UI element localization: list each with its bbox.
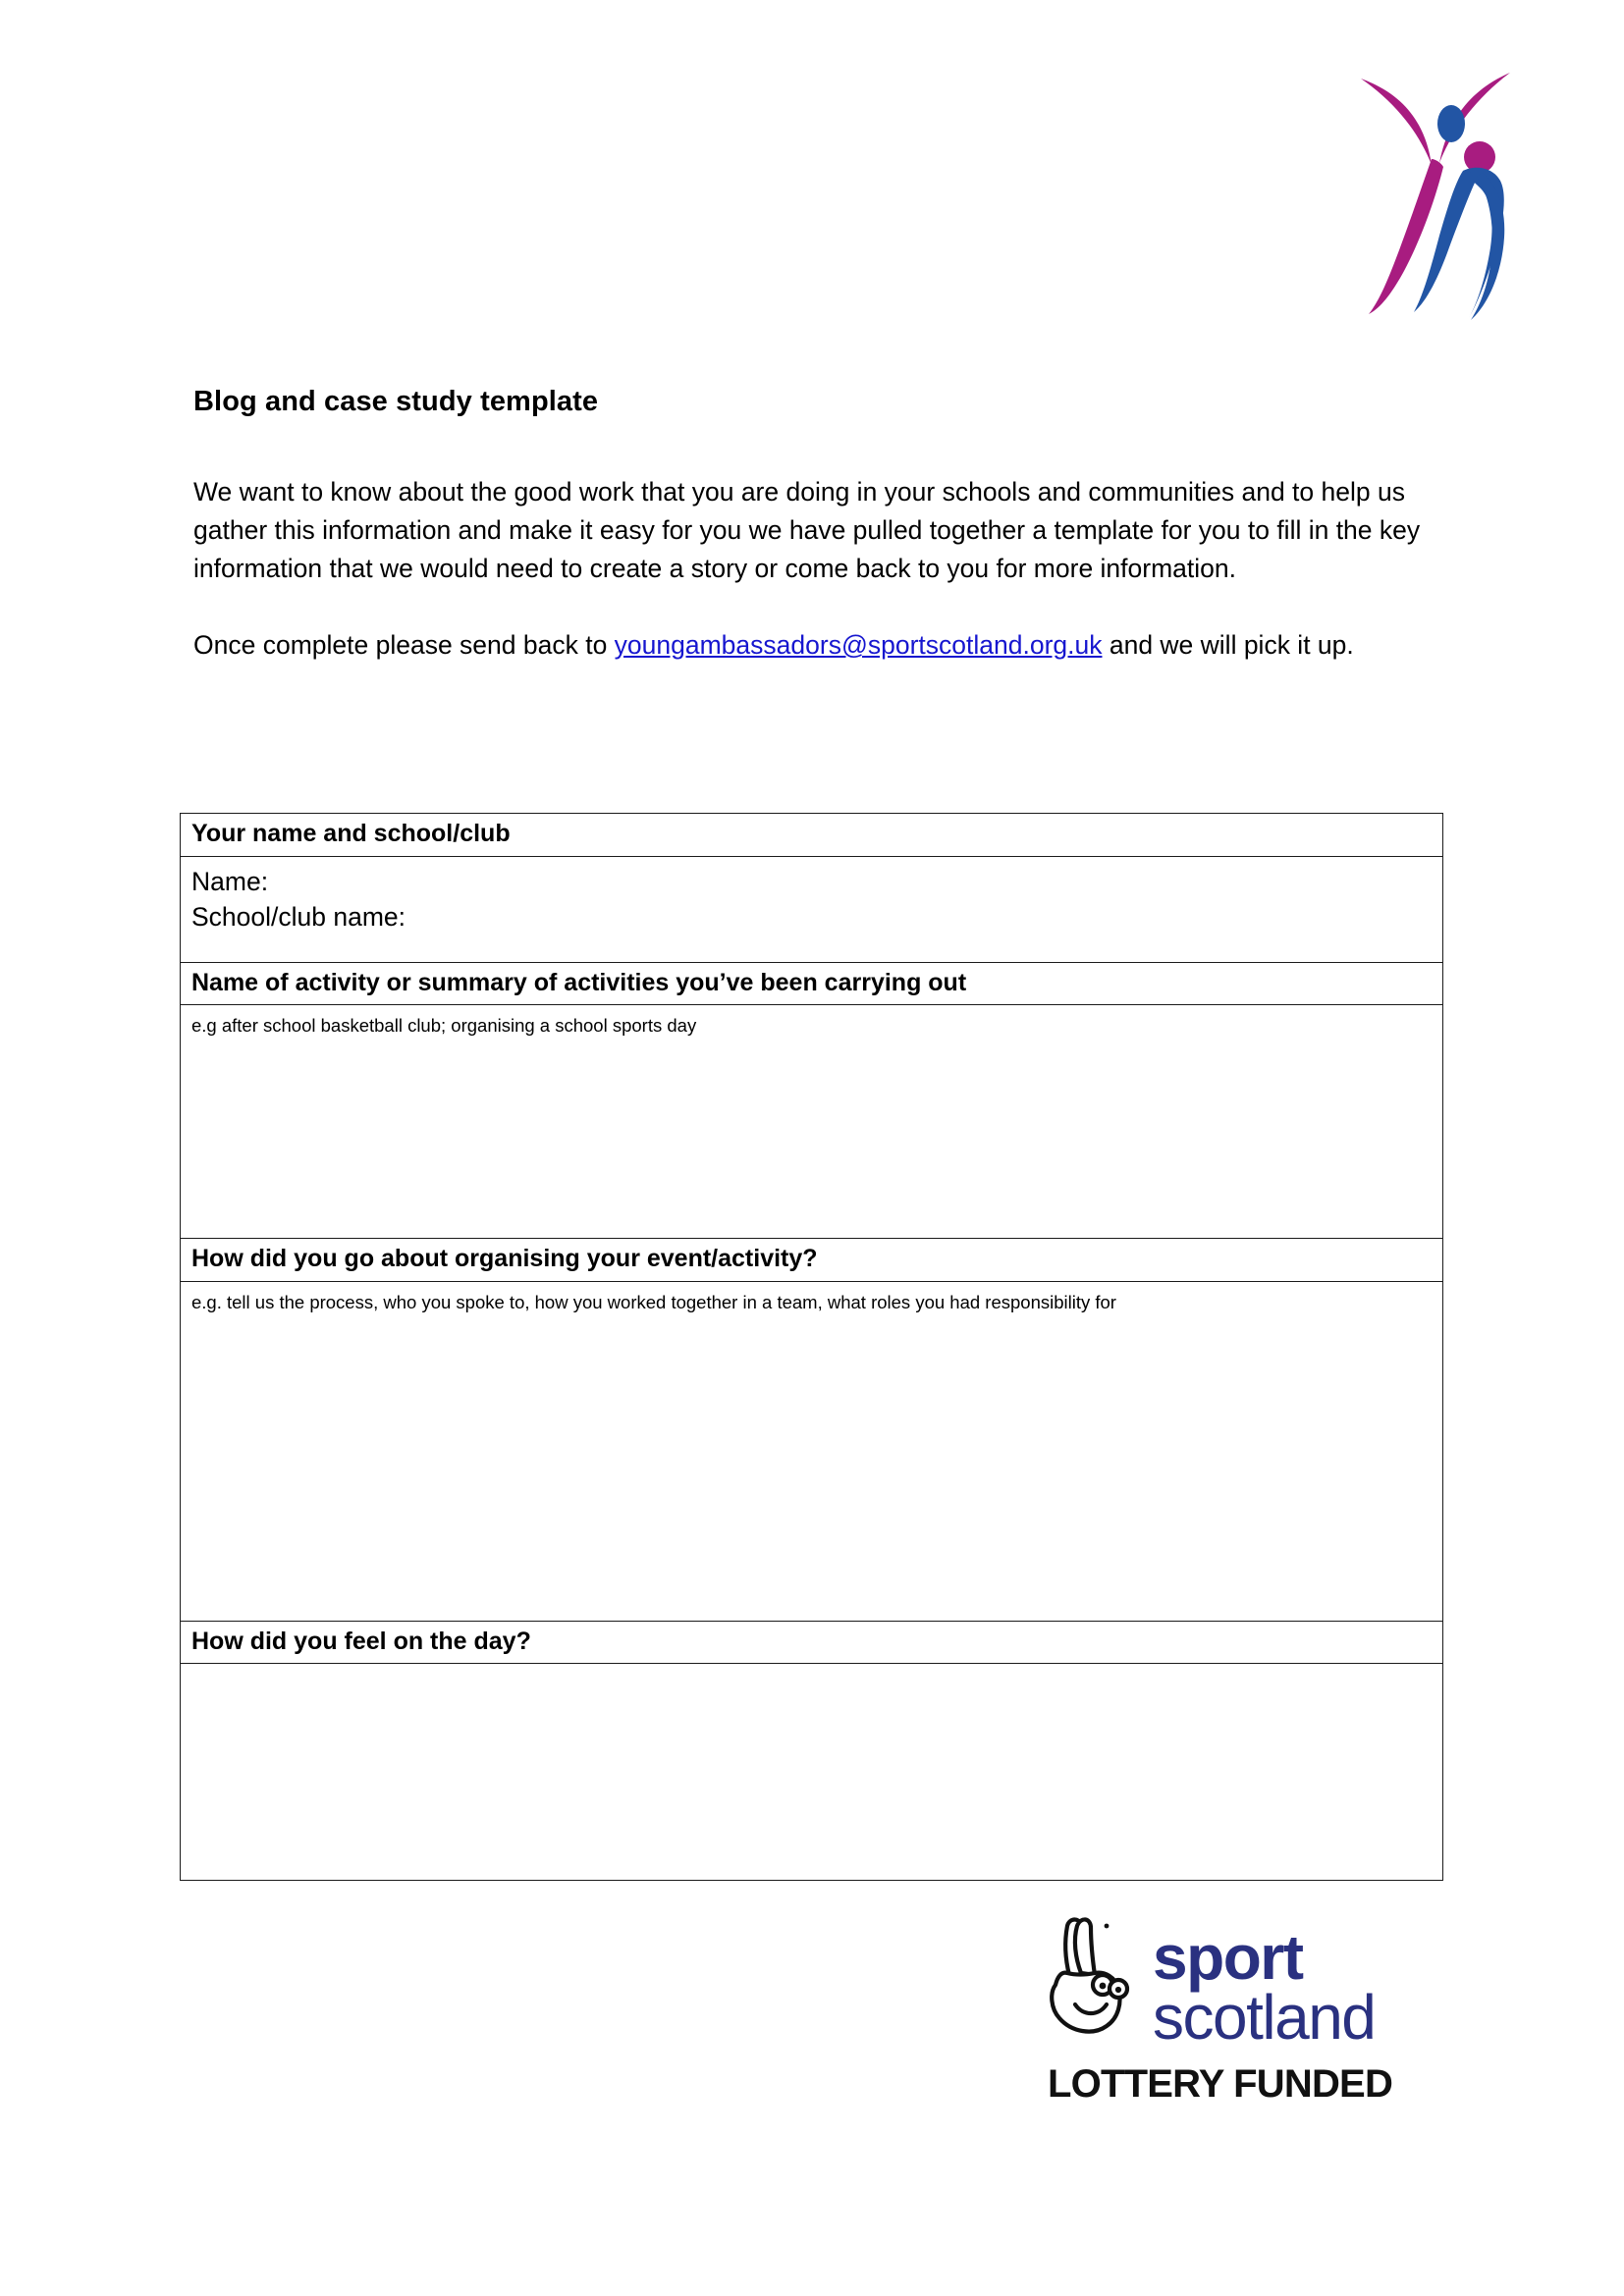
send-back-paragraph [193,626,1435,665]
section-header-how-did-you-feel: How did you feel on the day? [181,1621,1443,1664]
table-row [181,1621,1443,1664]
section-header-name-of-activity: Name of activity or summary of activities you’ve been carrying out [181,962,1443,1005]
table-row [181,1664,1443,1881]
send-back-suffix: and we will pick it up. [1102,630,1354,660]
section-header-how-did-you-organise: How did you go about organising your event/activity? [181,1239,1443,1282]
send-back-prefix: Once complete please send back to [193,630,615,660]
section-body-name-of-activity[interactable] [181,1005,1443,1239]
sport-scotland-lottery-funded-logo [1046,1914,1438,2130]
table-row [181,1281,1443,1621]
section-body-your-name-and-school-club[interactable] [181,856,1443,962]
section-body-how-did-you-organise[interactable] [181,1281,1443,1621]
wordmark-sport: sport [1153,1922,1303,1993]
section-hint-how-did-you-organise: e.g. tell us the process, who you spoke to, how you worked together in a team, what roles you had responsibility for [191,1291,1116,1312]
page-title: Blog and case study template [193,386,599,417]
field-label-name: Name: [191,866,269,896]
young-ambassadors-figures-logo [1353,61,1530,341]
email-link[interactable]: youngambassadors@sportscotland.org.uk [614,630,1103,660]
wordmark-scotland: scotland [1153,1982,1376,2054]
intro-text-block [193,473,1435,665]
table-row [181,814,1443,857]
lottery-funded-text: LOTTERY FUNDED [1048,2061,1393,2106]
section-header-your-name-and-school-club: Your name and school/club [181,814,1443,857]
table-row [181,1005,1443,1239]
intro-paragraph: We want to know about the good work that you are doing in your schools and communities and to help us gather this information and make it easy for you we have pulled together a template for you to fill in the key information that we would need to create a story or come back to you for more information. [193,477,1421,583]
section-body-how-did-you-feel[interactable] [181,1664,1443,1881]
table-row [181,1239,1443,1282]
footer-logo-top-row [1046,1914,1438,2054]
table-row [181,856,1443,962]
table-row [181,962,1443,1005]
section-hint-name-of-activity: e.g after school basketball club; organising a school sports day [191,1015,697,1036]
blog-case-study-form-table [180,813,1443,1881]
field-label-school-club-name: School/club name: [191,901,406,932]
crossed-fingers-hand-icon [1046,1914,1139,2047]
footer-logo-wordmark [1153,1914,1376,2054]
